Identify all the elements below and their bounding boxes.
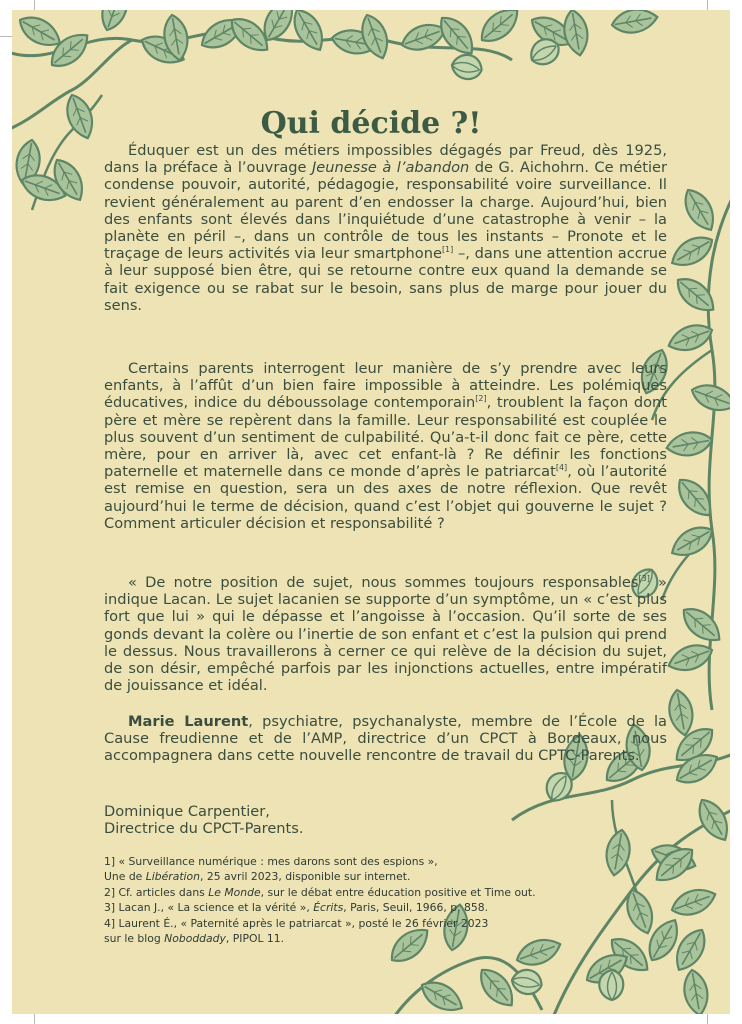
paragraph-intro	[104, 142, 667, 314]
paragraph-text: « De notre position de sujet, nous sommes toujours responsables	[128, 574, 639, 591]
footnote-4	[104, 916, 624, 931]
paragraph-text: –, dans une attention accrue à leur supposé bien être, qui se retourne contre eux quand la demande se fait exigence ou se rabat sur le besoin, sans plus de marge pour jouer du sens.	[104, 245, 667, 314]
paragraph-parents	[104, 360, 667, 532]
flyer-page	[12, 10, 730, 1014]
footnote-source: Le Monde	[208, 885, 261, 899]
footnotes	[104, 854, 624, 946]
footnote-text: sur le blog	[104, 932, 165, 946]
footnote-text: 3] Lacan J., « La science et la vérité »,	[104, 901, 314, 915]
paragraph-text: Éduquer est un des métiers impossibles dégagés par Freud, dès 1925, dans la préface à l’ouvrage	[104, 142, 667, 177]
footnote-ref[interactable]: [4]	[555, 463, 568, 473]
crop-mark-left-top	[0, 36, 12, 37]
footnote-3	[104, 900, 624, 915]
speaker-name: Marie Laurent	[128, 713, 249, 730]
paragraph-lacan	[104, 574, 667, 694]
footnote-source: Écrits	[313, 901, 344, 915]
paragraph-text: de G. Aichohrn. Ce métier condense pouvoir, autorité, pédagogie, responsabilité voire surveillance. Il revient généralement au parent d’en endosser la charge. Aujourd’hui, bien des enfants sont élevés dans l’inquiétude d’une catastrophe à venir – la planète en péril –, dans un contrôle de tous les instants – Pronote et le traçage de leurs activités via leur smartphone	[104, 159, 667, 263]
page-title: Qui décide ?!	[260, 106, 482, 141]
signature-role: Directrice du CPCT-Parents.	[104, 820, 304, 838]
paragraph-text: » indique Lacan. Le sujet lacanien se supporte d’un symptôme, un « c’est plus fort que lui » qui le dépasse et l’angoisse à l’occasion. Qu’il sorte de ses gonds devant la colère ou l’inertie de son enfant et c’est la pulsion qui prend le dessus. Nous travaillerons à cerner ce qui relève de la décision du sujet, de son désir, empêché parfois par les injonctions actuelles, entre impératif de jouissance et idéal.	[104, 574, 667, 695]
paragraph-text: , psychiatre, psychanalyste, membre de l’École de la Cause freudienne et de l’AMP, directrice d’un CPCT à Bordeaux, nous accompagnera dans cette nouvelle rencontre de travail du CPTC-Parents.	[104, 713, 668, 765]
footnote-text: 1] « Surveillance numérique : mes darons sont des espions »,	[104, 855, 438, 868]
signature-block	[104, 803, 667, 837]
crop-mark-bottom-right	[707, 1014, 708, 1024]
footnote-text: , PIPOL 11.	[225, 932, 285, 946]
paragraph-text: , où l’autorité est remise en question, sera un des axes de notre réflexion. Que revêt aujourd’hui le terme de décision, quand c’est l’objet qui gouverne le sujet ? Comment articuler décision et responsabilité ?	[104, 463, 668, 532]
footnote-2	[104, 885, 624, 900]
footnote-text: 4] Laurent É., « Paternité après le patriarcat », posté le 26 février 2023	[104, 916, 489, 930]
paragraph-text: , troublent la façon dont père et mère se repèrent dans la famille. Leur responsabilité est couplée le plus souvent d’un sentiment de culpabilité. Qu’a-t-il donc fait ce père, cette mère, pour en arriver là, avec cet enfant-là ? Re définir les fonctions paternelle et maternelle dans ce monde d’après le patriarcat	[104, 394, 667, 481]
footnote-ref[interactable]: [2]	[475, 394, 487, 404]
footnote-source: Libération	[145, 870, 200, 884]
footnote-text: , 25 avril 2023, disponible sur internet.	[200, 870, 411, 884]
footnote-1	[104, 854, 624, 869]
book-title: Jeunesse à l’abandon	[311, 159, 470, 177]
footnote-1-cont	[104, 869, 624, 884]
paragraph-text: Certains parents interrogent leur manière de s’y prendre avec leurs enfants, à l’affût d’un bien faire impossible à atteindre. Les polémiques éducatives, indice du déboussolage contemporain	[104, 360, 667, 412]
footnote-text: , sur le débat entre éducation positive et Time out.	[260, 885, 536, 899]
footnote-ref[interactable]: [3]	[638, 574, 650, 584]
footnote-text: 2] Cf. articles dans	[104, 885, 209, 899]
crop-mark-top-right	[707, 0, 708, 10]
footnote-ref[interactable]: [1]	[441, 245, 454, 255]
footnote-text: , Paris, Seuil, 1966, p. 858.	[343, 901, 489, 915]
crop-mark-top-left	[34, 0, 35, 10]
paragraph-speaker	[104, 713, 667, 765]
crop-mark-bottom-left	[34, 1014, 35, 1024]
footnote-text: Une de	[104, 870, 146, 884]
footnote-4-cont	[104, 931, 624, 946]
signature-name: Dominique Carpentier,	[104, 803, 270, 820]
footnote-source: Noboddady	[164, 932, 226, 946]
